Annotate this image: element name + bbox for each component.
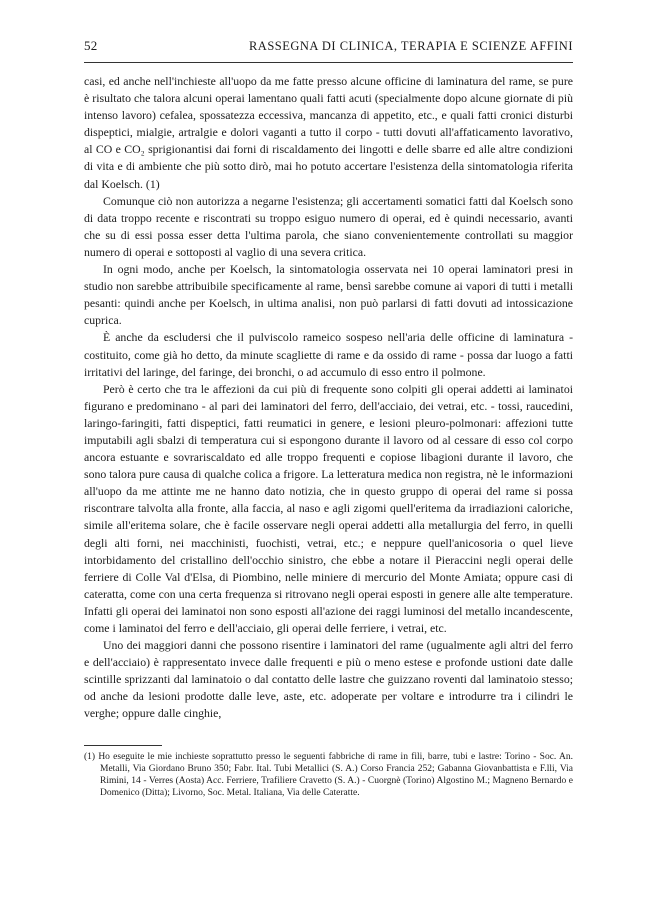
page — [84, 38, 573, 799]
footnote: (1) Ho eseguite le mie inchieste soprattutto presso le seguenti fabbriche di rame in fili, barre, tubi e lastre: Torino - Soc. An. Metalli, Via Giordano Bruno 350; Fabr. Ital. Tubi Metallici (S. A.) Corso Francia 252; Gabanna Giovanbattista e F.lli, Via Rimini, 14 - Verres (Aosta) Acc. Ferriere, Trafiliere Cravetto (S. A.) - Cuorgnè (Torino) Algostino M.; Magneno Bernardo e Domenico (Ditta); Livorno, Soc. Metal. Italiana, Via delle Cateratte. — [84, 751, 573, 799]
footnote-rule — [84, 745, 162, 746]
body-text — [84, 73, 573, 723]
paragraph: In ogni modo, anche per Koelsch, la sintomatologia osservata nei 10 operai laminatori presi in studio non sarebbe attribuibile specificamente al rame, bensì sarebbe comune ai vapori di tutti i metalli pesanti: quindi anche per Koelsch, in ultima analisi, non può parlarsi di fatti dovuti ad intossicazione cuprica. — [84, 262, 573, 328]
page-number: 52 — [84, 38, 98, 53]
paragraph: casi, ed anche nell'inchieste all'uopo da me fatte presso alcune officine di laminatura del rame, se pure è risultato che talora alcuni operai lamentano quali fatti acuti (specialmente dopo alcune giornate di più intenso lavoro) cefalea, spossatezza eccessiva, mancanza di appetito, etc., e quali fatti cronici disturbi dispeptici, mialgie, artralgie e dolori vaganti a tutto il corpo - tutti dovuti all'affaticamento lavorativo, al CO e CO₂ sprigionantisi dai forni di riscaldamento dei lingotti e delle sbarre ed alle altre condizioni di vita e di ambiente che più sotto dirò, mai ho potuto accertare l'esistenza della sintomatologia riferita dal Koelsch. (1) — [84, 74, 573, 191]
header-rule — [84, 62, 573, 63]
running-header — [84, 38, 573, 56]
paragraph: Però è certo che tra le affezioni da cui più di frequente sono colpiti gli operai addetti ai laminatoi figurano e predominano - al pari dei laminatori del ferro, dell'acciaio, dei vetrai, etc. - tossi, raucedini, laringo-faringiti, fatti dispeptici, fatti reumatici in genere, e lesioni pleuro-polmonari: affezioni tutte imputabili agli sbalzi di temperatura cui si espongono durante il lavoro od al cessare di esso col corpo ancora estuante e sovrariscaldato ed alle troppo frequenti e copiose libagioni durante il lavoro, che sono talora pure causa di qualche colica a frigore. La letteratura medica non registra, nè le informazioni all'uopo da me attinte me ne hanno dato notizia, che in questo gruppo di operai del rame si possa riscontrare talvolta alla fronte, alla faccia, al naso e agli zigomi quell'eritema da irradiazioni caloriche, simile all'eritema solare, che è facile osservare negli operai addetti alla metallurgia del ferro, in quelli degli alti forni, nei macchinisti, fuochisti, vetrai, etc.; e neppure quell'anicosoria o quel lieve intorbidamento del cristallino dell'occhio sinistro, che ebbe a notare il Pieraccini negli operai delle ferriere di Colle Val d'Elsa, di Piombino, nelle miniere di mercurio del Monte Amiata; oppure casi di cateratta, come con una certa frequenza si ritrovano negli operai esposti in genere alle alte temperature. Infatti gli operai dei laminatoi non sono esposti all'azione dei raggi luminosi del metallo incandescente, come i laminatoi del ferro e dell'acciaio, gli operai delle ferriere, i vetrai, etc. — [84, 381, 573, 635]
paragraph: Comunque ciò non autorizza a negarne l'esistenza; gli accertamenti somatici fatti dal Koelsch sono di data troppo recente e riscontrati su troppo esiguo numero di operai, ed è quindi necessario, avanti che su di essi possa esser detta l'ultima parola, che siano convenientemente controllati su maggior numero di operai e sottoposti al vaglio di una severa critica. — [84, 193, 573, 259]
running-title: RASSEGNA DI CLINICA, TERAPIA E SCIENZE AFFINI — [248, 39, 573, 53]
paragraph: Uno dei maggiori danni che possono risentire i laminatori del rame (ugualmente agli altri del ferro e dell'acciaio) è rappresentato invece dalle frequenti e più o meno estese e profonde ustioni date dalle scintille sprizzanti dal laminatoio o dal contatto delle lastre che guizzano roventi dal laminatoio stesso; od anche da lesioni prodotte dalle leve, aste, etc. adoperate per voltare e introdurre tra i cilindri le verghe; oppure dalle cinghie, — [84, 638, 573, 721]
paragraph: È anche da escludersi che il pulviscolo rameico sospeso nell'aria delle officine di laminatura - costituito, come già ho detto, da minute scagliette di rame e da ossido di rame - possa dar luogo a fatti irritativi del laringe, del faringe, dei bronchi, o ad accumulo di esso entro il polmone. — [84, 330, 573, 379]
